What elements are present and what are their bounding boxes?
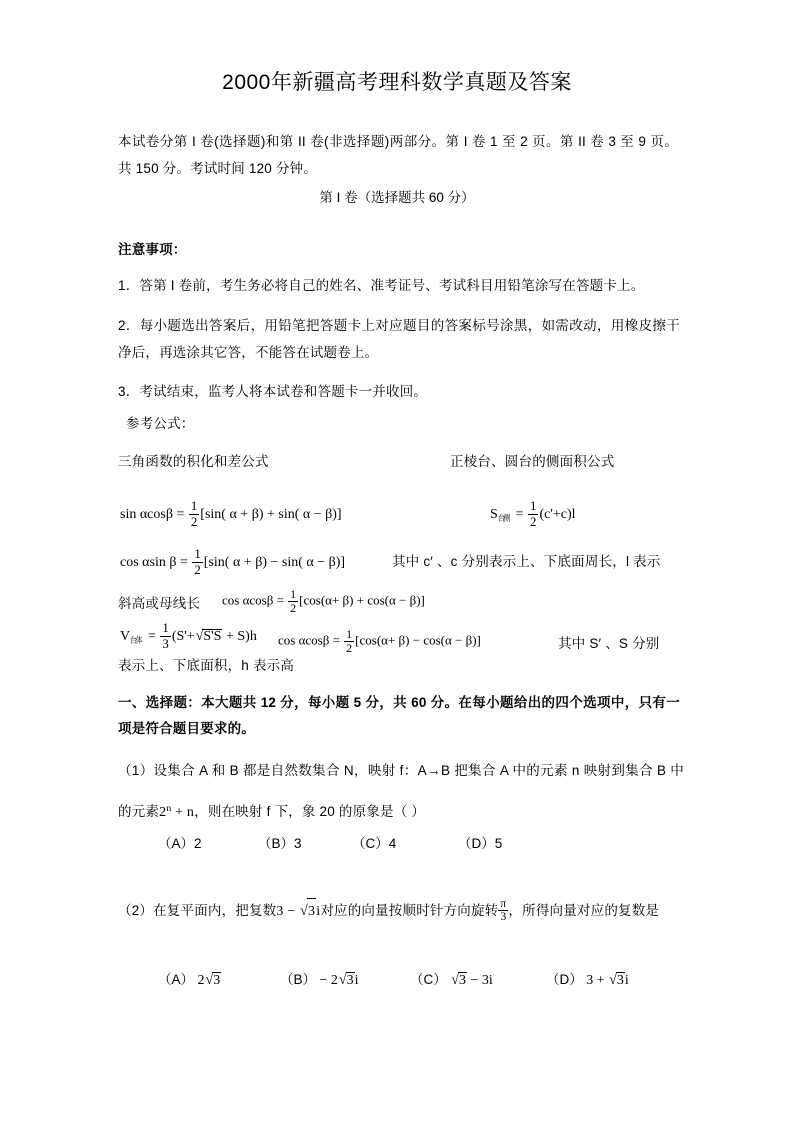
note-right-1-cont: 斜高或母线长 bbox=[118, 596, 201, 611]
choice-1-B[interactable]: （B）3 bbox=[258, 836, 302, 851]
note-right-1: 其中 c′ 、c 分别表示上、下底面周长，l 表示 bbox=[392, 554, 661, 569]
choice-2-C[interactable]: （C） √3 − 3i bbox=[410, 972, 493, 989]
formula-sin-cos: sin αcosβ = $\frac{1}{2}$ [sin( α + β) + sin( α − β)] bbox=[120, 499, 342, 529]
question-2-text-a: 在复平面内，把复数 bbox=[153, 903, 277, 918]
question-2-text-c: ，所得向量对应的复数是 bbox=[508, 903, 660, 918]
intro-paragraph: 本试卷分第 I 卷(选择题)和第 II 卷(非选择题)两部分。第 I 卷 1 至 2 页。第 II 卷 3 至 9 页。共 150 分。考试时间 120 分钟。 bbox=[118, 134, 678, 176]
formula-right-title: 正棱台、圆台的侧面积公式 bbox=[450, 454, 615, 469]
formula-cos-sin: cos αsin β = $\frac{1}{2}$ [sin( α + β) − sin( α − β)] bbox=[120, 547, 346, 577]
choice-1-A[interactable]: （A）2 bbox=[158, 836, 202, 851]
question-2-formula-b: $\frac{\pi}{3}$ bbox=[500, 898, 507, 924]
mc-section-heading: 一、选择题：本大题共 12 分，每小题 5 分，共 60 分。在每小题给出的四个选项中，只有一项是符合题目要求的。 bbox=[118, 695, 680, 736]
question-2 bbox=[118, 898, 684, 924]
notice-item-2: 2．每小题选出答案后，用铅笔把答题卡上对应题目的答案标号涂黑，如需改动，用橡皮擦干净后，再选涂其它答，不能答在试题卷上。 bbox=[118, 318, 680, 360]
note-right-2-cont: 表示上、下底面积，h 表示高 bbox=[118, 658, 295, 673]
notice-item-3: 3．考试结束，监考人将本试卷和答题卡一并收回。 bbox=[118, 384, 428, 399]
question-2-number: （2） bbox=[118, 903, 154, 918]
formula-frustum-volume: V台体 = $\frac{1}{3}$ (S'+√S'S + S)h bbox=[120, 621, 257, 651]
question-2-text-b: 对应的向量按顺时针方向旋转 bbox=[320, 903, 499, 918]
formula-lateral-area: S台侧 = $\frac{1}{2}$ (c'+c)l bbox=[490, 499, 576, 529]
question-1-formula: $2^n + n$ bbox=[159, 803, 195, 820]
question-2-formula-a: 3 − √3i bbox=[276, 904, 320, 919]
page-title: 2000年新疆高考理科数学真题及答案 bbox=[222, 71, 572, 94]
question-1-text-c: ，则在映射 f 下，象 20 的原象是（ ） bbox=[194, 803, 426, 819]
formula-label: 参考公式： bbox=[126, 416, 195, 431]
choice-1-D[interactable]: （D）5 bbox=[458, 836, 503, 851]
formula-left-title: 三角函数的积化和差公式 bbox=[118, 454, 269, 469]
choice-2-D[interactable]: （D） 3 + √3i bbox=[546, 972, 629, 989]
question-1-number: （1） bbox=[118, 763, 154, 778]
subscript-taice: 台侧 bbox=[497, 512, 509, 523]
notice-title: 注意事项： bbox=[118, 242, 187, 257]
choice-1-C[interactable]: （C）4 bbox=[352, 836, 397, 851]
question-1-choices bbox=[158, 832, 502, 852]
section-header: 第 I 卷（选择题共 60 分） bbox=[319, 190, 475, 205]
arrow-icon: → bbox=[426, 764, 441, 779]
formula-cos-cos-plus: cos αcosβ = $\frac{1}{2}$ [cos(α+ β) + cos(α − β)] bbox=[222, 587, 425, 615]
choice-2-B[interactable]: （B） − 2√3i bbox=[280, 972, 359, 989]
question-1-text-a: 设集合 A 和 B 都是自然数集合 N，映射 f：A bbox=[153, 763, 427, 778]
subscript-taiti: 台体 bbox=[130, 634, 142, 645]
formula-cos-cos-minus: cos αcosβ = $\frac{1}{2}$ [cos(α+ β) − cos(α − β)] bbox=[278, 627, 481, 655]
question-1-text-b: B 把集合 A 中的元素 n 映射到集合 B 中的元素 bbox=[118, 763, 685, 819]
choice-2-A[interactable]: （A） 2√3 bbox=[158, 972, 221, 989]
question-1 bbox=[118, 752, 684, 831]
question-2-choices bbox=[158, 968, 629, 989]
note-right-2: 其中 S′ 、S 分别 bbox=[558, 636, 660, 651]
notice-item-1: 1．答第 I 卷前，考生务必将自己的姓名、准考证号、考试科目用铅笔涂写在答题卡上。 bbox=[118, 278, 645, 293]
